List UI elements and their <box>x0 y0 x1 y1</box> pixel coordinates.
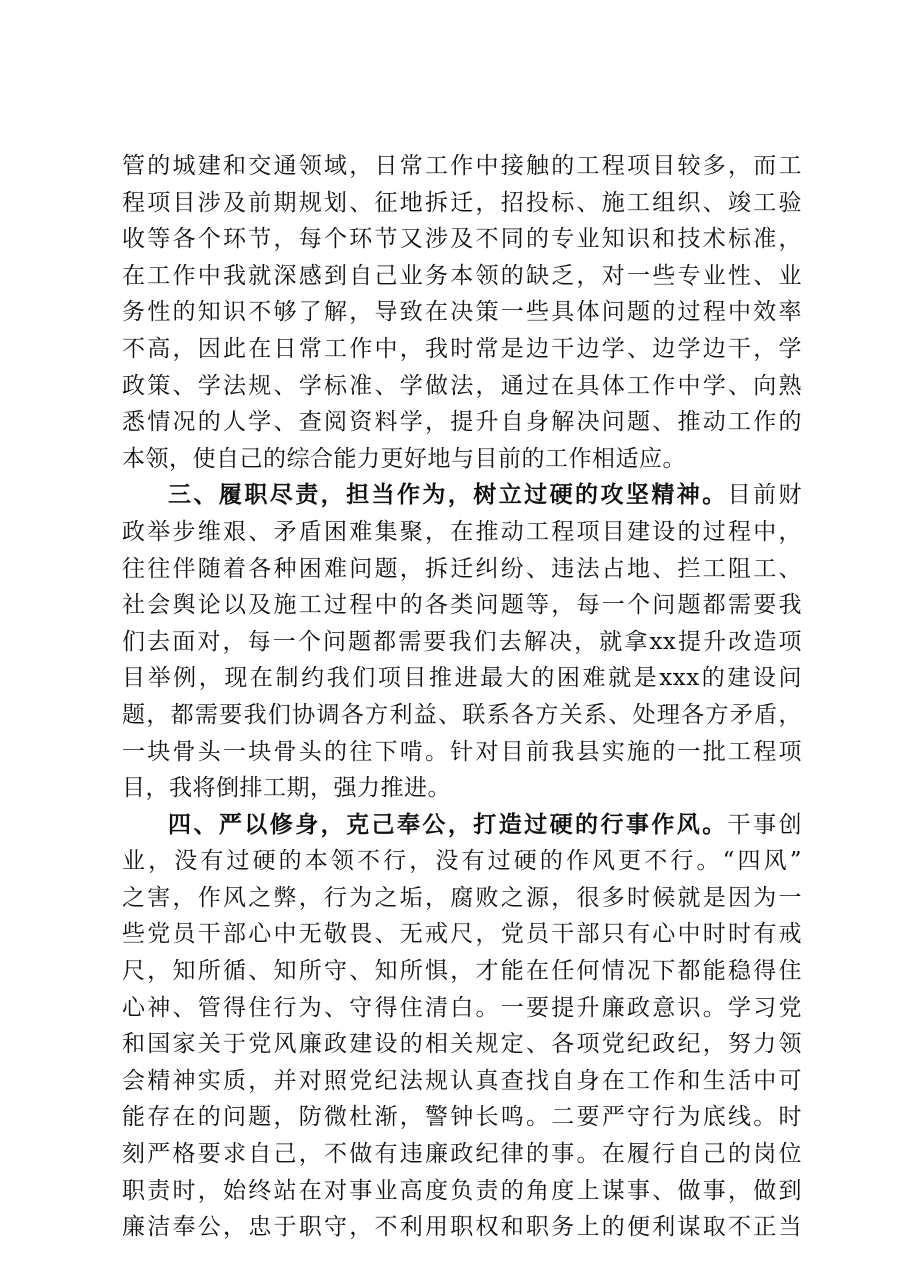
text-line: 心神、管得住行为、守得住清白。一要提升廉政意识。学习党 <box>122 994 802 1021</box>
text-line: 会精神实质，并对照党纪法规认真查找自身在工作和生活中可 <box>122 1067 802 1094</box>
document-body <box>122 148 802 1246</box>
text-line: 一块骨头一块骨头的往下啃。针对目前我县实施的一批工程项 <box>122 738 802 765</box>
text-line: 廉洁奉公，忠于职守，不利用职权和职务上的便利谋取不正当 <box>122 1214 802 1241</box>
text-line: 们去面对，每一个问题都需要我们去解决，就拿xx提升改造项 <box>122 628 802 655</box>
text-line: 政举步维艰、矛盾困难集聚，在推动工程项目建设的过程中， <box>122 518 802 545</box>
text-fragment: 干事创 <box>727 811 802 838</box>
text-line: 目，我将倒排工期，强力推进。 <box>122 775 451 802</box>
text-line: 和国家关于党风廉政建设的相关规定、各项党纪政纪，努力领 <box>122 1031 802 1058</box>
text-line: 社会舆论以及施工过程中的各类问题等，每一个问题都需要我 <box>122 592 802 619</box>
text-line: 刻严格要求自己，不做有违廉政纪律的事。在履行自己的岗位 <box>122 1141 802 1168</box>
text-line: 往往伴随着各种困难问题，拆迁纠纷、违法占地、拦工阻工、 <box>122 555 802 582</box>
text-line: 之害，作风之弊，行为之垢，腐败之源，很多时候就是因为一 <box>122 884 802 911</box>
section-heading-4: 四、严以修身，克己奉公，打造过硬的行事作风。 <box>168 811 728 838</box>
text-line: 职责时，始终站在对事业高度负责的角度上谋事、做事，做到 <box>122 1177 802 1204</box>
paragraph-2 <box>122 477 802 806</box>
text-line: 务性的知识不够了解，导致在决策一些具体问题的过程中效率 <box>122 299 802 326</box>
text-line: 尺，知所循、知所守、知所惧，才能在任何情况下都能稳得住 <box>122 958 802 985</box>
paragraph-3 <box>122 807 802 1246</box>
text-line: 管的城建和交通领域，日常工作中接触的工程项目较多，而工 <box>122 153 802 179</box>
paragraph-first-line <box>122 477 802 514</box>
paragraph-1 <box>122 148 802 477</box>
text-line: 悉情况的人学、查阅资料学，提升自身解决问题、推动工作的 <box>122 409 802 436</box>
text-line: 不高，因此在日常工作中，我时常是边干边学、边学边干，学 <box>122 335 802 362</box>
text-line: 本领，使自己的综合能力更好地与目前的工作相适应。 <box>122 445 686 472</box>
text-fragment: 目前财 <box>727 482 802 509</box>
section-heading-3: 三、履职尽责，担当作为，树立过硬的攻坚精神。 <box>168 482 728 509</box>
text-line: 题，都需要我们协调各方利益、联系各方关系、处理各方矛盾， <box>122 701 802 728</box>
text-line: 政策、学法规、学标准、学做法，通过在具体工作中学、向熟 <box>122 372 802 399</box>
text-line: 业，没有过硬的本领不行，没有过硬的作风更不行。“四风” <box>122 848 802 875</box>
text-line: 些党员干部心中无敬畏、无戒尺，党员干部只有心中时时有戒 <box>122 921 802 948</box>
text-line: 程项目涉及前期规划、征地拆迁，招投标、施工组织、竣工验 <box>122 189 802 216</box>
text-line: 在工作中我就深感到自己业务本领的缺乏，对一些专业性、业 <box>122 262 802 289</box>
text-line: 目举例，现在制约我们项目推进最大的困难就是xxx的建设问 <box>122 665 802 692</box>
text-line: 能存在的问题，防微杜渐，警钟长鸣。二要严守行为底线。时 <box>122 1104 802 1131</box>
paragraph-first-line <box>122 807 802 844</box>
text-line: 收等各个环节，每个环节又涉及不同的专业知识和技术标准， <box>122 226 802 253</box>
